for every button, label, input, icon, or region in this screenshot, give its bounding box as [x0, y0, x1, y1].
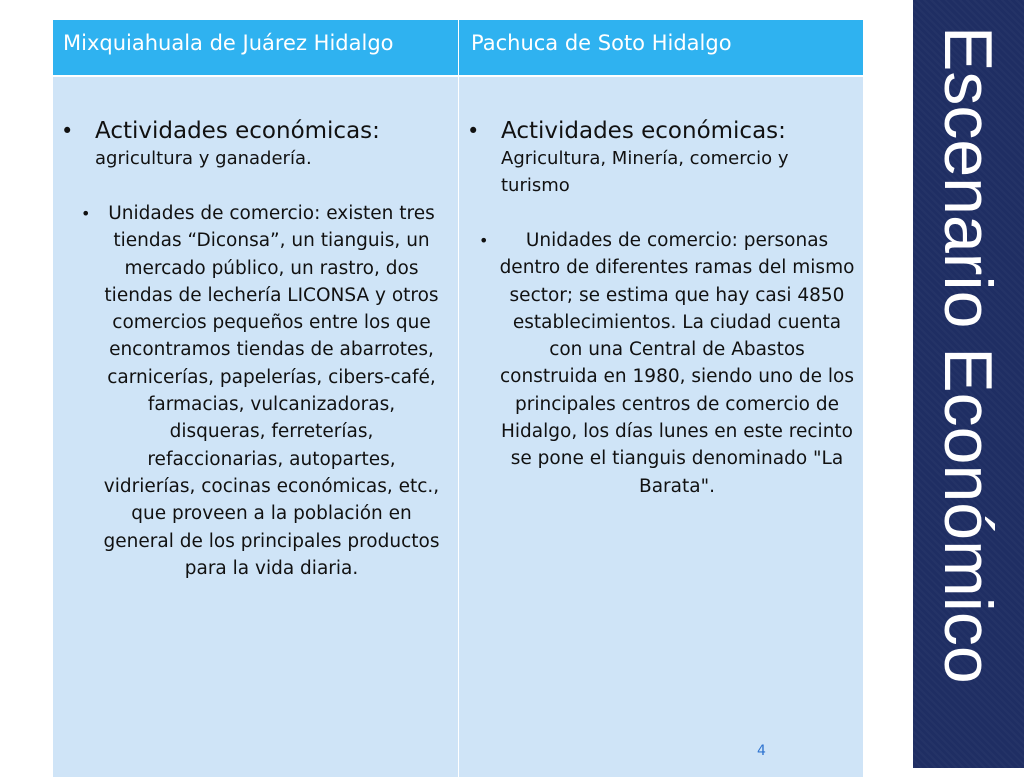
activities-detail: agricultura y ganadería. — [95, 148, 312, 169]
commerce-item-mixquiahuala — [53, 200, 458, 582]
page-number: 4 — [757, 743, 766, 759]
activities-detail: Agricultura, Minería, comercio y turismo — [501, 148, 789, 196]
slide-title: Escenario Económico — [930, 26, 1006, 684]
activities-title: Actividades económicas: — [501, 118, 786, 144]
table-cell-mixquiahuala — [53, 77, 458, 777]
table-cell-pachuca — [459, 77, 863, 777]
bullet-icon: • — [467, 119, 480, 143]
activities-item-pachuca — [459, 117, 863, 199]
header-label-mixquiahuala: Mixquiahuala de Juárez Hidalgo — [63, 31, 394, 55]
table-header-pachuca — [459, 20, 863, 75]
commerce-text: Unidades de comercio: personas dentro de diferentes ramas del mismo sector; se estima que hay casi 4850 establecimientos. La ciudad cuenta con una Central de Abastos construida en 1980, siendo uno de los principales centros de comercio de Hidalgo, los días lunes en este recinto se pone el tianguis denominado "La Barata". — [499, 230, 855, 497]
sub-bullet-icon: • — [81, 204, 91, 223]
activities-item-mixquiahuala — [53, 117, 458, 172]
bullet-icon: • — [61, 119, 74, 143]
table-header-mixquiahuala — [53, 20, 458, 75]
commerce-text: Unidades de comercio: existen tres tiendas “Diconsa”, un tianguis, un mercado público, un rastro, dos tiendas de lechería LICONSA y otros comercios pequeños entre los que encontramos tiendas de abarrotes, carnicerías, papelerías, cibers-café, farmacias, vulcanizadoras, disqueras, ferreterías, refaccionarias, autopartes, vidrierías, cocinas económicas, etc., que proveen a la población en general de los principales productos para la vida diaria. — [103, 203, 440, 579]
sub-bullet-icon: • — [479, 231, 489, 250]
commerce-item-pachuca — [459, 227, 863, 500]
activities-title: Actividades económicas: — [95, 118, 380, 144]
header-label-pachuca: Pachuca de Soto Hidalgo — [471, 31, 732, 55]
